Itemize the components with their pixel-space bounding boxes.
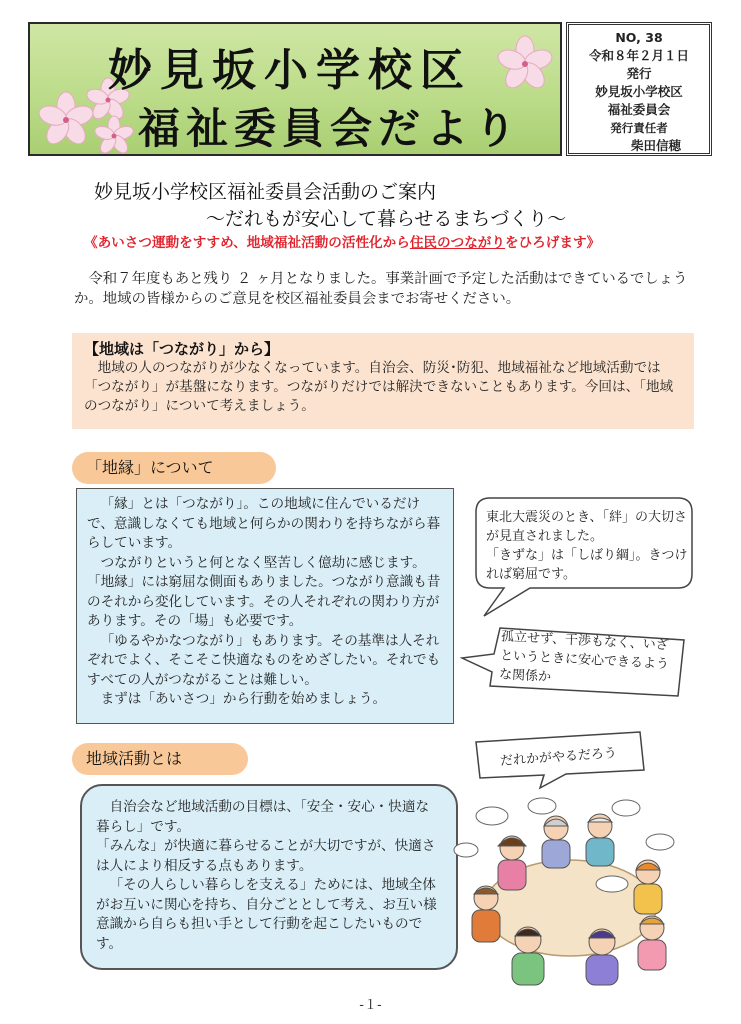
chien-paragraph-4: まずは「あいさつ」から行動を始めましょう。 [100,691,387,707]
people-meeting-illustration [452,790,688,990]
chien-paragraph-3: 「ゆるやかなつながり」もあります。その基準は人それぞれでよく、そこそこ快適なものをめざしたい。それでもすべての人がつながることは難しい。 [87,632,441,688]
section-tab-chien: 「地縁」について [72,452,276,484]
region-connection-heading: 【地域は「つながり」から】 [84,340,280,358]
activity-paragraph-1: 自治会など地域活動の目標は、「安全・安心・快適な暮らし」です。 [96,799,430,835]
issue-responsible-label: 発行責任者 [610,121,668,135]
header-banner [28,22,562,156]
chien-paragraph-2: つながりというと何となく堅苦しく億劫に感じます。「地縁」には窮屈な側面もありました。つながり意識も昔のそれから変化しています。その人それぞれの関わり方があります。その「場」も必要です。 [87,554,441,629]
newsletter-title-line1: 妙見坂小学校区 [108,45,472,96]
region-connection-box [72,333,694,429]
section-tab-activity: 地域活動とは [72,743,248,775]
slogan: 《あいさつ運動をすすめ、地域福祉活動の活性化から住民のつながりをひろげます》 [84,235,601,251]
issue-responsible-name: 柴田信穂 [630,138,681,153]
speech-bubble-1-text: 東北大震災のとき、「絆」の大切さが見直されました。 「きずな」は「しばり綱」。きつければ窮屈です。 [486,510,688,582]
activity-paragraph-3: 「その人らしい暮らしを支える」ためには、地域全体がお互いに関心を持ち、自分ごととして考え、お互い様意識から自らも担い手として行動を起こしたいものです。 [96,877,437,952]
region-connection-body: 地域の人のつながりが少なくなっています。自治会、防災･防犯、地域福祉など地域活動では「つながり」が基盤になります。つながりだけでは解決できないこともあります。今回は、「地域のつながり」について考えましょう。 [84,360,674,414]
speech-bubble-3-text: だれかがやるだろう [499,745,618,770]
page-subtitle: ～だれもが安心して暮らせるまちづくり～ [206,208,567,230]
activity-text-box [80,784,458,970]
speech-bubble-2-text: 孤立せず、干渉もなく、いざというときに安心できるような関係か [498,629,670,686]
issue-publisher-committee: 福祉委員会 [607,102,671,117]
chien-paragraph-1: 「縁」とは「つながり」。この地域に住んでいるだけで、意識しなくても地域と何らかの関わりを持ちながら暮らしています。 [87,496,441,551]
cherry-blossom-right-icon [494,32,556,94]
page-title: 妙見坂小学校区福祉委員会活動のご案内 [94,181,437,203]
newsletter-title-line2: 福祉委員会だより [138,104,523,153]
issue-publisher-school: 妙見坂小学校区 [595,84,683,99]
page-number: -１- [359,998,382,1013]
activity-paragraph-2: 「みんな」が快適に暮らせることが大切ですが、快適さは人により相反する点もあります。 [96,838,436,874]
issue-info-box [566,22,712,156]
intro-paragraph: 令和７年度もあと残り ２ ヶ月となりました。事業計画で予定した活動はできているでしょうか。地域の皆様からのご意見を校区福祉委員会までお寄せください。 [74,271,688,307]
issue-date: 令和８年２月１日 [588,48,689,63]
issue-number: NO, 38 [615,30,663,45]
chien-text-box [76,488,454,724]
slogan-underlined: 住民のつながり [409,235,505,251]
issue-published-label: 発行 [626,66,652,81]
